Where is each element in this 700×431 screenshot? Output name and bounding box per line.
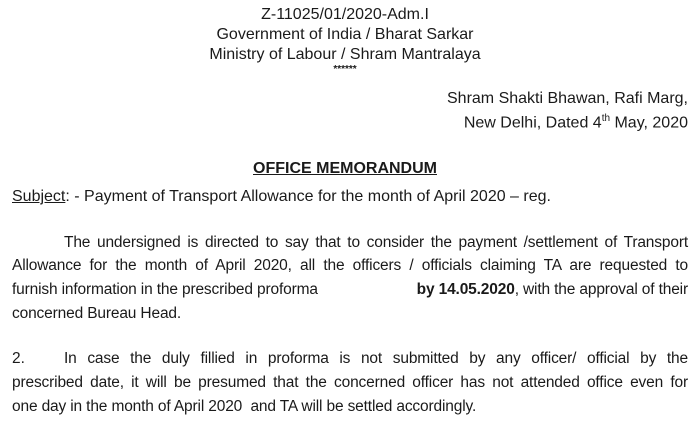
- subject-text: : - Payment of Transport Allowance for the month of April 2020 – reg.: [65, 188, 551, 205]
- address-line-1: Shram Shakti Bhawan, Rafi Marg,: [447, 90, 688, 107]
- memo-title: OFFICE MEMORANDUM: [253, 160, 437, 177]
- para1-line3-text: furnish information in the prescribed proforma: [12, 281, 318, 298]
- para2-line1: In case the duly fillied in proforma is not submitted by any officer/ official by the: [64, 350, 688, 367]
- file-number: Z-11025/01/2020-Adm.I: [261, 6, 429, 23]
- subject-label: Subject: [12, 188, 66, 205]
- para2-line3: one day in the month of April 2020 and TA will be settled accordingly.: [12, 398, 477, 415]
- government-name: Government of India / Bharat Sarkar: [216, 26, 474, 43]
- address-date-line: [464, 109, 688, 133]
- para2-number: 2.: [12, 350, 25, 367]
- para1-line2: Allowance for the month of April 2020, all the officers / officials claiming TA are requested to: [12, 257, 688, 274]
- date-rest: May, 2020: [610, 114, 688, 132]
- subject-line: [12, 188, 551, 206]
- date-prefix: New Delhi, Dated 4: [463, 114, 602, 132]
- deadline-bold: by 14.05.2020: [416, 281, 515, 298]
- separator-stars: ******: [333, 64, 357, 75]
- date-suffix-sup: th: [601, 113, 611, 124]
- ministry-name: Ministry of Labour / Shram Mantralaya: [209, 46, 481, 63]
- para1-line4: concerned Bureau Head.: [12, 305, 182, 322]
- para2-line2: prescribed date, it will be presumed that the concerned officer has not attended office even for: [12, 374, 688, 391]
- para1-deadline: [417, 280, 688, 300]
- para1-line1: The undersigned is directed to say that to consider the payment /settlement of Transport: [64, 234, 688, 251]
- para1-line3-tail: , with the approval of their: [514, 281, 688, 298]
- para1-line3: [12, 280, 688, 300]
